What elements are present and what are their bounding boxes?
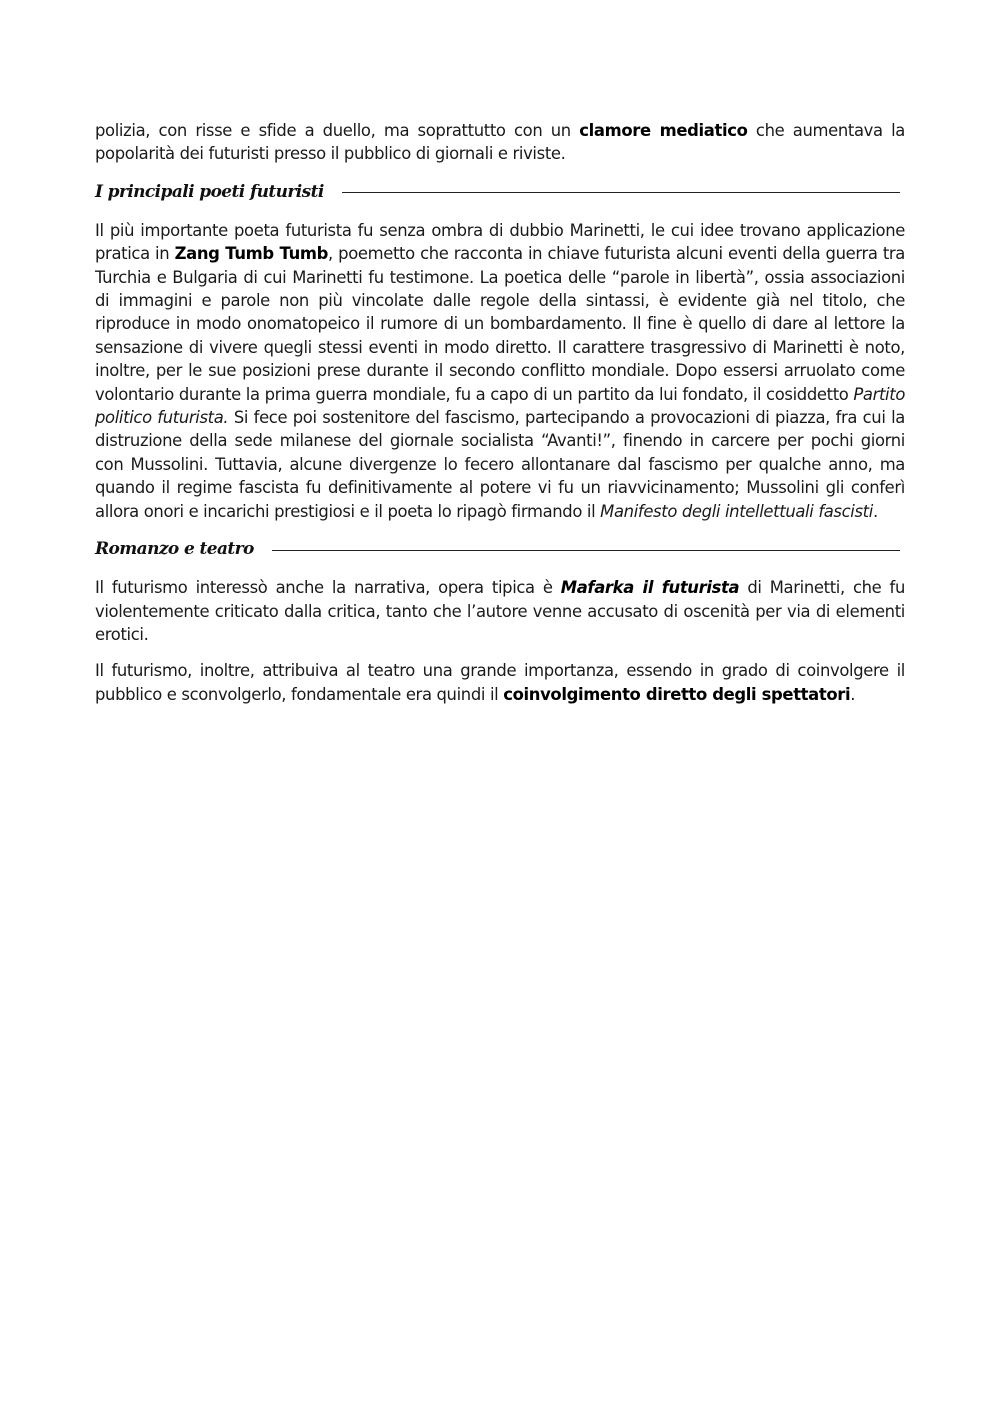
text-run: . (850, 684, 856, 704)
text-run: Il futurismo, inoltre, attribuiva al teatro una grande importanza, essendo in grado di coinvolgere il pubblico e sconvolgerlo, fondamentale era quindi il (95, 661, 905, 704)
text-run: di Marinetti, che fu violentemente criticato dalla critica, tanto che l’autore venne accusato di oscenità per via di elementi erotici. (95, 578, 905, 644)
bold-term: coinvolgimento diretto degli spettatori (503, 684, 851, 704)
bold-italic-term: Mafarka il futurista (560, 578, 740, 598)
text-run: . (872, 501, 878, 521)
intro-paragraph (95, 119, 905, 166)
heading-rule (342, 192, 900, 193)
text-run: che aumentava la popolarità dei futuristi presso il pubblico di giornali e riviste. (95, 121, 906, 164)
bold-term: clamore mediatico (579, 121, 748, 140)
text-run: Il più importante poeta futurista fu senza ombra di dubbio Marinetti, le cui idee trovano applicazione pratica in (95, 220, 905, 264)
document-page (95, 119, 905, 706)
section-title: I principali poeti futuristi (95, 182, 324, 203)
poets-paragraph (95, 219, 905, 523)
text-run: polizia, con risse e sfide a duello, ma soprattutto con un (95, 121, 580, 140)
bold-term: Zang Tumb Tumb (174, 244, 328, 264)
section-title: Romanzo e teatro (95, 539, 254, 560)
theatre-paragraph (95, 659, 905, 706)
text-run: , poemetto che racconta in chiave futurista alcuni eventi della guerra tra Turchia e Bulgaria di cui Marinetti fu testimone. La poetica delle “parole in libertà”, ossia associazioni di immagini e parole non più vincolate dalle regole della sintassi, è evidente già nel titolo, che riproduce in modo onomatopeico il rumore di un bombardamento. Il fine è quello di dare al lettore la sensazione di vivere quegli stessi eventi in modo diretto. Il carattere trasgressivo di Marinetti è noto, inoltre, per le sue posizioni prese durante il secondo conflitto mondiale. Dopo essersi arruolato come volontario durante la prima guerra mondiale, fu a capo di un partito da lui fondato, il cosiddetto (95, 244, 905, 404)
text-run: Si fece poi sostenitore del fascismo, partecipando a provocazioni di piazza, fra cui la distruzione della sede milanese del giornale socialista “Avanti!”, finendo in carcere per pochi giorni con Mussolini. Tuttavia, alcune divergenze lo fecero allontanare dal fascismo per qualche anno, ma quando il regime fascista fu definitivamente al potere vi fu un riavvicinamento; Mussolini gli conferì allora onori e incarichi prestigiosi e il poeta lo ripagò firmando il (95, 408, 905, 521)
italic-term: Partito politico futurista. (95, 384, 905, 428)
section-heading-novel-theatre (95, 537, 905, 563)
section-heading-poets (95, 180, 905, 206)
text-run: Il futurismo interessò anche la narrativa, opera tipica è (95, 578, 561, 598)
novel-paragraph (95, 576, 905, 646)
italic-term: Manifesto degli intellettuali fascisti (600, 501, 873, 521)
heading-rule (272, 550, 900, 551)
